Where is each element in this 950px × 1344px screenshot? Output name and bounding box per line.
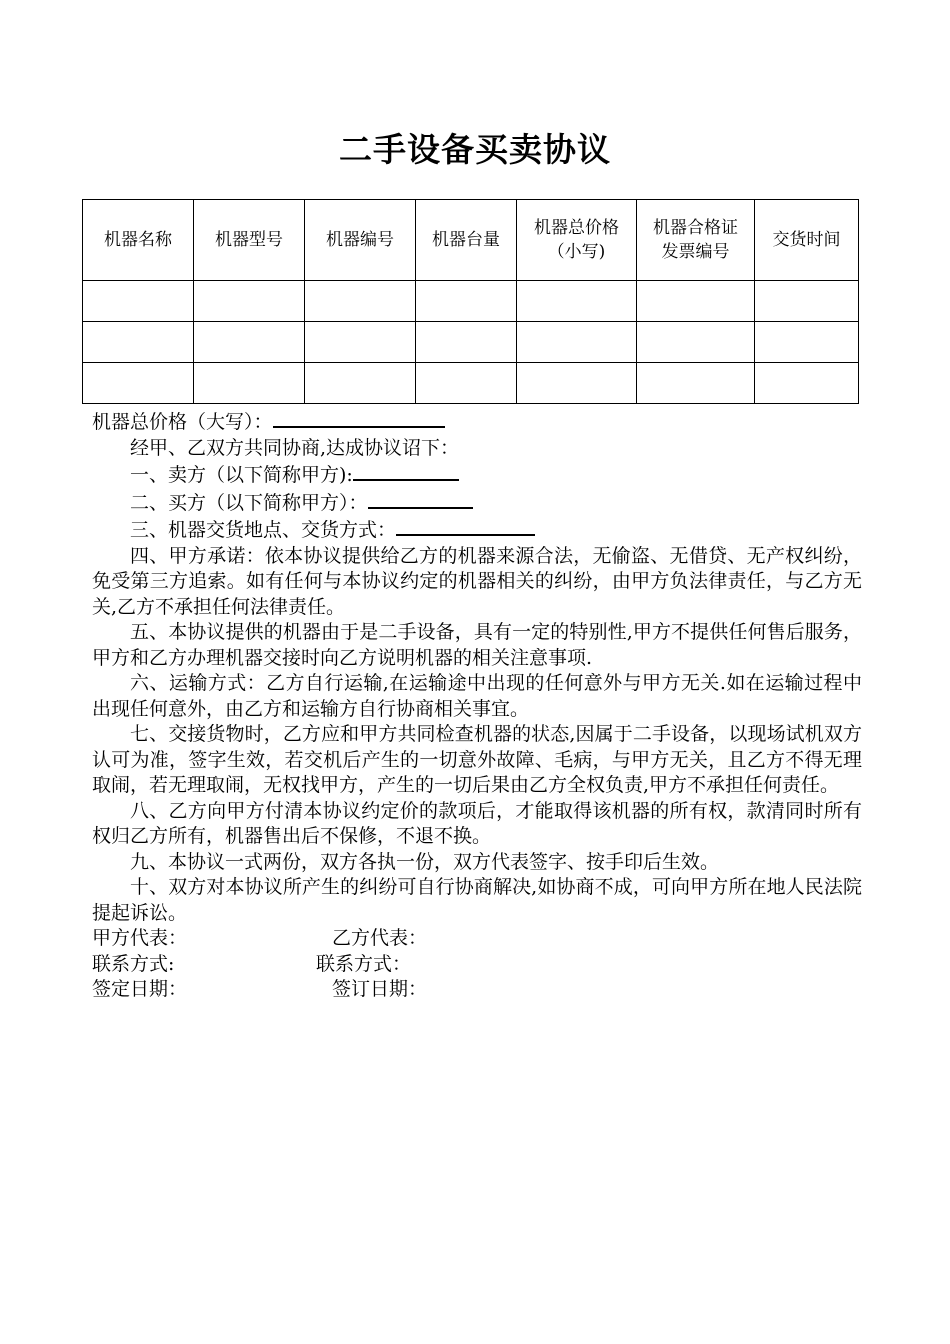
header-machine-name: 机器名称	[83, 200, 194, 281]
table-cell[interactable]	[755, 363, 859, 404]
party-b-date-label: 签订日期：	[332, 978, 428, 1000]
table-cell[interactable]	[416, 322, 517, 363]
clause-10: 十、双方对本协议所产生的纠纷可自行协商解决,如协商不成，可向甲方所在地人民法院提起诉讼。	[92, 876, 862, 924]
table-cell[interactable]	[416, 281, 517, 322]
signature-date-row	[92, 977, 862, 1003]
table-cell[interactable]	[755, 281, 859, 322]
table-cell[interactable]	[194, 281, 305, 322]
clause-4: 四、甲方承诺：依本协议提供给乙方的机器来源合法，无偷盗、无借贷、无产权纠纷，免受第三方追索。如有任何与本协议约定的机器相关的纠纷，由甲方负法律责任，与乙方无关,乙方不承担任何法律责任。	[92, 544, 862, 618]
buyer-blank[interactable]	[368, 489, 473, 509]
party-a-rep-label: 甲方代表：	[92, 927, 188, 949]
clause-9: 九、本协议一式两份，双方各执一份，双方代表签字、按手印后生效。	[130, 850, 720, 873]
header-machine-model: 机器型号	[194, 200, 305, 281]
signature-contact-row	[92, 952, 862, 978]
header-machine-serial: 机器编号	[305, 200, 416, 281]
clause-1-text: 一、卖方（以下简称甲方):	[130, 464, 353, 486]
table-cell[interactable]	[517, 322, 637, 363]
party-a-contact-label: 联系方式:	[92, 952, 175, 975]
clause-5: 五、本协议提供的机器由于是二手设备，具有一定的特别性,甲方不提供任何售后服务，甲方和乙方办理机器交接时向乙方说明机器的相关注意事项.	[92, 621, 862, 669]
clause-8: 八、乙方向甲方付清本协议约定价的款项后，才能取得该机器的所有权，款清同时所有权归乙方所有，机器售出后不保修，不退不换。	[92, 799, 862, 847]
clause-2	[92, 489, 862, 517]
total-price-blank[interactable]	[273, 408, 445, 428]
table-cell[interactable]	[305, 281, 416, 322]
table-row	[83, 363, 859, 404]
table-cell[interactable]	[637, 281, 755, 322]
header-total-price: 机器总价格 （小写)	[517, 200, 637, 281]
clause-3-text: 三、机器交货地点、交货方式：	[130, 519, 397, 541]
table-cell[interactable]	[517, 281, 637, 322]
table-row	[83, 322, 859, 363]
clause-7: 七、交接货物时，乙方应和甲方共同检查机器的状态,因属于二手设备，以现场试机双方认可为准，签字生效，若交机后产生的一切意外故障、毛病，与甲方无关，且乙方不得无理取闹，若无理取闹，无权找甲方，产生的一切后果由乙方全权负责,甲方不承担任何责任。	[92, 723, 862, 796]
seller-blank[interactable]	[353, 461, 459, 481]
agreement-body	[92, 408, 862, 1003]
table-cell[interactable]	[194, 363, 305, 404]
clause-2-text: 二、买方（以下简称甲方）：	[130, 491, 368, 514]
header-certificate-invoice: 机器合格证 发票编号	[637, 200, 755, 281]
table-cell[interactable]	[305, 322, 416, 363]
clause-1	[92, 461, 862, 489]
table-cell[interactable]	[517, 363, 637, 404]
table-header-row	[83, 200, 859, 281]
table-cell[interactable]	[194, 322, 305, 363]
table-cell[interactable]	[637, 363, 755, 404]
total-price-line	[92, 408, 862, 436]
table-cell[interactable]	[755, 322, 859, 363]
table-cell[interactable]	[83, 322, 194, 363]
table-cell[interactable]	[83, 281, 194, 322]
signature-rep-row	[92, 926, 862, 952]
table-cell[interactable]	[637, 322, 755, 363]
machine-table	[82, 199, 859, 404]
table-row	[83, 281, 859, 322]
party-a-date-label: 签定日期：	[92, 978, 188, 1000]
delivery-blank[interactable]	[396, 516, 535, 536]
header-machine-quantity: 机器台量	[416, 200, 517, 281]
clause-6: 六、运输方式：乙方自行运输,在运输途中出现的任何意外与甲方无关.如在运输过程中出现任何意外，由乙方和运输方自行协商相关事宜。	[92, 672, 862, 720]
table-cell[interactable]	[83, 363, 194, 404]
total-price-label: 机器总价格（大写）：	[92, 411, 273, 433]
header-delivery-time: 交货时间	[755, 200, 859, 281]
clause-3	[92, 516, 862, 544]
party-b-rep-label: 乙方代表：	[332, 927, 428, 949]
intro-paragraph: 经甲、乙双方共同协商,达成协议诏下：	[130, 436, 460, 459]
document-title: 二手设备买卖协议	[339, 130, 611, 169]
party-b-contact-label: 联系方式：	[316, 952, 412, 975]
table-cell[interactable]	[416, 363, 517, 404]
table-cell[interactable]	[305, 363, 416, 404]
